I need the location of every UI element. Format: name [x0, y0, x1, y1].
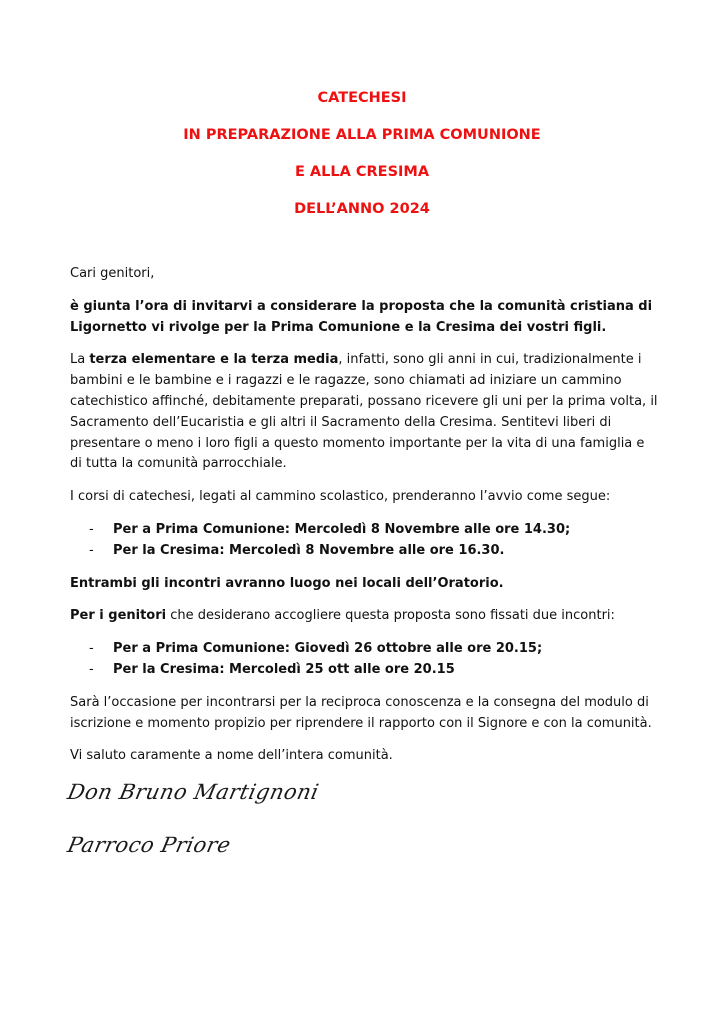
list-dash: - [89, 661, 94, 677]
title-line-4: DELL’ANNO 2024 [294, 201, 430, 217]
intro-paragraph: è giunta l’ora di invitarvi a considerare la proposta che la comunità cristiana di Ligornetto vi rivolge per la Prima Comunione e la Cresima dei vostri figli. [70, 298, 653, 335]
parents-paragraph-rest: che desiderano accogliere questa proposta sono fissati due incontri: [166, 608, 615, 624]
location-paragraph: Entrambi gli incontri avranno luogo nei locali dell’Oratorio. [70, 575, 504, 591]
classes-paragraph-start: La [70, 352, 90, 368]
title-line-1: CATECHESI [317, 90, 407, 106]
meeting-communion: Per a Prima Comunione: Giovedì 26 ottobre alle ore 20.15; [113, 641, 543, 657]
parents-paragraph [70, 606, 660, 627]
list-item [70, 639, 660, 660]
courses-list [70, 520, 660, 562]
classes-highlight: terza elementare e la terza media [89, 352, 339, 368]
title-line-3: E ALLA CRESIMA [294, 164, 430, 180]
list-item [70, 520, 660, 541]
list-item [70, 660, 660, 681]
closing-paragraph: Vi saluto caramente a nome dell’intera comunità. [70, 748, 393, 764]
classes-paragraph [70, 350, 660, 475]
classes-paragraph-rest: , infatti, sono gli anni in cui, tradizionalmente i bambini e le bambine e i ragazzi e le ragazze, sono chiamati ad iniziare un cammino catechistico affinché, debitamente preparati, possano ricevere gli uni per la prima volta, il Sacramento dell’Eucaristia e gli altri il Sacramento della Cresima. Sentitevi liberi di presentare o meno i loro figli a questo momento importante per la vita di una famiglia e di tutta la comunità parrocchiale. [70, 352, 658, 472]
title-line-2: IN PREPARAZIONE ALLA PRIMA COMUNIONE [183, 127, 541, 143]
course-communion: Per a Prima Comunione: Mercoledì 8 Novembre alle ore 14.30; [113, 521, 571, 537]
meeting-confirmation: Per la Cresima: Mercoledì 25 ott alle ore 20.15 [113, 661, 455, 677]
signature-role: Parroco Priore [65, 833, 234, 857]
letter-title [0, 88, 724, 236]
greeting: Cari genitori, [70, 266, 155, 281]
letter-body [70, 264, 660, 779]
meetings-list [70, 639, 660, 681]
parents-highlight: Per i genitori [70, 608, 167, 624]
courses-intro: I corsi di catechesi, legati al cammino scolastico, prenderanno l’avvio come segue: [70, 489, 611, 505]
list-dash: - [89, 641, 94, 657]
list-dash: - [89, 521, 94, 537]
signature-name: Don Bruno Martignoni [65, 780, 322, 804]
list-dash: - [89, 542, 94, 558]
occasion-paragraph: Sarà l’occasione per incontrarsi per la reciproca conoscenza e la consegna del modulo di iscrizione e momento propizio per riprendere il rapporto con il Signore e con la comunità. [70, 694, 652, 731]
course-confirmation: Per la Cresima: Mercoledì 8 Novembre alle ore 16.30. [113, 542, 505, 558]
list-item [70, 541, 660, 562]
